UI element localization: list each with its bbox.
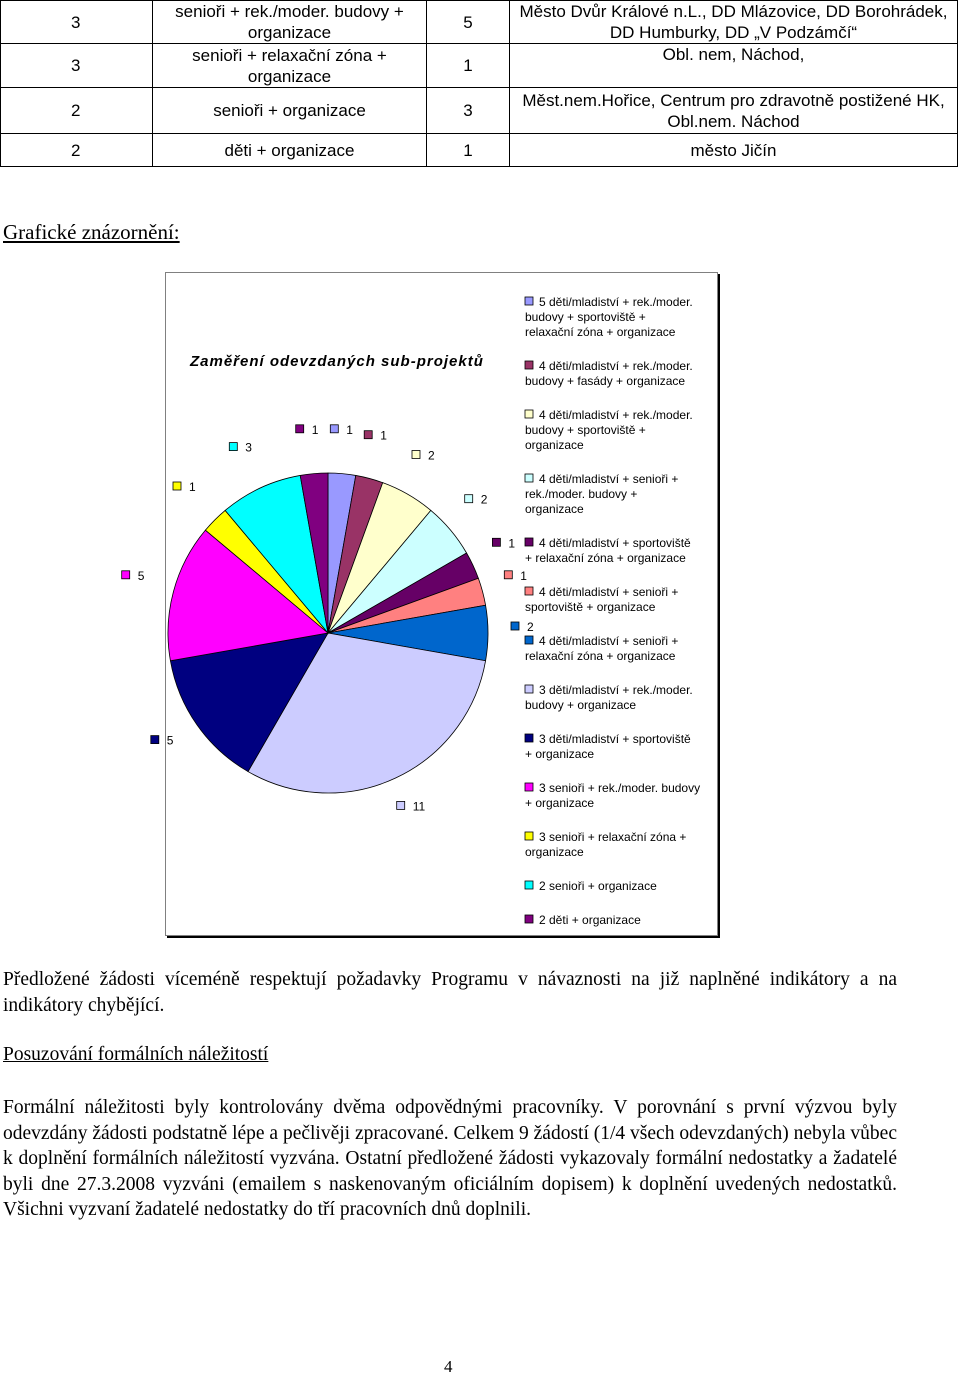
legend-entry: 2 děti + organizace (539, 913, 641, 927)
row-num: 3 (1, 1, 153, 44)
legend-swatch (525, 783, 533, 791)
data-label: 3 (245, 440, 252, 455)
row-num: 2 (1, 88, 153, 134)
legend-swatch (525, 410, 533, 418)
legend-entry: 4 děti/mladiství + rek./moder. budovy + fasády + organizace (525, 359, 693, 388)
pie-chart-canvas (137, 273, 717, 935)
data-label-key (296, 425, 304, 433)
row-place: Obl. nem, Náchod, (510, 44, 958, 88)
data-label: 1 (380, 428, 387, 443)
legend-swatch (525, 832, 533, 840)
chart-title: Zaměření odevzdaných sub-projektů (190, 353, 484, 370)
legend-entry: 4 děti/mladiství + sportoviště + relaxační zóna + organizace (525, 536, 691, 565)
data-label: 5 (137, 568, 145, 583)
data-label: 1 (311, 422, 319, 437)
legend-entry: 3 děti/mladiství + rek./moder. budovy + organizace (525, 683, 693, 712)
legend-entry: 3 senioři + relaxační zóna + organizace (525, 830, 687, 859)
data-label-key (173, 482, 181, 490)
legend-swatch (525, 881, 533, 889)
row-desc: senioři + relaxační zóna + organizace (153, 44, 427, 88)
row-place: Město Dvůr Králové n.L., DD Mlázovice, DD Borohrádek, DD Humburky, DD „V Podzámčí“ (510, 1, 958, 44)
data-label-key (465, 495, 473, 503)
legend-swatch (525, 297, 533, 305)
data-label-key (151, 736, 159, 744)
data-label-key (412, 451, 420, 459)
section-heading: Posuzování formálních náležitostí (3, 1044, 269, 1065)
legend-swatch (525, 474, 533, 482)
legend-swatch (525, 636, 533, 644)
legend-entry: 5 děti/mladiství + rek./moder. budovy + sportoviště + relaxační zóna + organizace (525, 295, 693, 339)
row-desc: děti + organizace (153, 134, 427, 167)
legend-swatch (525, 538, 533, 546)
data-label: 11 (412, 799, 426, 814)
legend-swatch (525, 734, 533, 742)
data-label: 1 (520, 568, 527, 583)
data-label: 1 (508, 536, 516, 551)
table-row (1, 88, 958, 134)
row-count: 5 (427, 1, 510, 44)
legend-entry: 3 děti/mladiství + sportoviště + organizace (525, 732, 691, 761)
table-row (1, 1, 958, 44)
data-label: 1 (346, 422, 353, 437)
paragraph-formal: Formální náležitosti byly kontrolovány dvěma odpovědnými pracovníky. V porovnání s první výzvou byly odevzdány žádosti podstatně lépe a pečlivěji zpracované. Celkem 9 žádostí (1/4 všech odevzdaných) nebyla vůbec k doplnění formálních náležitostí vyzvána. Ostatní předložené žádosti vykazovaly formální nedostatky a žadatelé byli dne 27.3.2008 vyzváni (emailem s naskenovaným oficiálním dopisem) k doplnění uvedených nedostatků. Všichni vyzvaní žadatelé nedostatky do tří pracovních dnů doplnili. (3, 1097, 897, 1220)
data-label-key (492, 538, 500, 546)
legend-entry: 4 děti/mladiství + senioři + relaxační zóna + organizace (525, 634, 679, 663)
row-desc: senioři + organizace (153, 88, 427, 134)
data-label-key (364, 431, 372, 439)
row-num: 3 (1, 44, 153, 88)
chart-heading: Grafické znázornění: (3, 220, 180, 244)
subproject-table (0, 0, 958, 167)
paragraph-intro: Předložené žádosti víceméně respektují požadavky Programu v návaznosti na již naplněné indikátory a na indikátory chybějící. (3, 969, 897, 1016)
row-count: 1 (427, 44, 510, 88)
table-row (1, 134, 958, 167)
data-label-key (511, 622, 519, 630)
data-label-key (122, 571, 130, 579)
data-label: 1 (189, 480, 196, 494)
row-place: Měst.nem.Hořice, Centrum pro zdravotně postižené HK, Obl.nem. Náchod (510, 88, 958, 134)
legend-entry: 4 děti/mladiství + senioři + sportoviště + organizace (525, 585, 679, 614)
row-desc: senioři + rek./moder. budovy + organizace (153, 1, 427, 44)
data-label-key (504, 571, 512, 579)
table-row (1, 44, 958, 88)
legend-swatch (525, 587, 533, 595)
data-label-key (397, 801, 405, 809)
row-num: 2 (1, 134, 153, 167)
data-label-key (229, 443, 237, 451)
pie-chart (137, 272, 718, 936)
row-count: 1 (427, 134, 510, 167)
legend-swatch (525, 915, 533, 923)
legend-entry: 2 senioři + organizace (539, 879, 657, 893)
data-label: 2 (428, 448, 435, 463)
row-place: město Jičín (510, 134, 958, 167)
page-number: 4 (444, 1357, 453, 1376)
row-count: 3 (427, 88, 510, 134)
legend-entry: 4 děti/mladiství + rek./moder. budovy + sportoviště + organizace (525, 408, 693, 452)
data-label-key (330, 425, 338, 433)
legend-swatch (525, 685, 533, 693)
data-label: 2 (480, 492, 488, 507)
data-label: 5 (166, 733, 174, 748)
legend-entry: 3 senioři + rek./moder. budovy + organizace (525, 781, 701, 810)
data-label: 2 (527, 620, 534, 634)
legend-entry: 4 děti/mladiství + senioři + rek./moder. budovy + organizace (525, 472, 679, 516)
legend-swatch (525, 361, 533, 369)
